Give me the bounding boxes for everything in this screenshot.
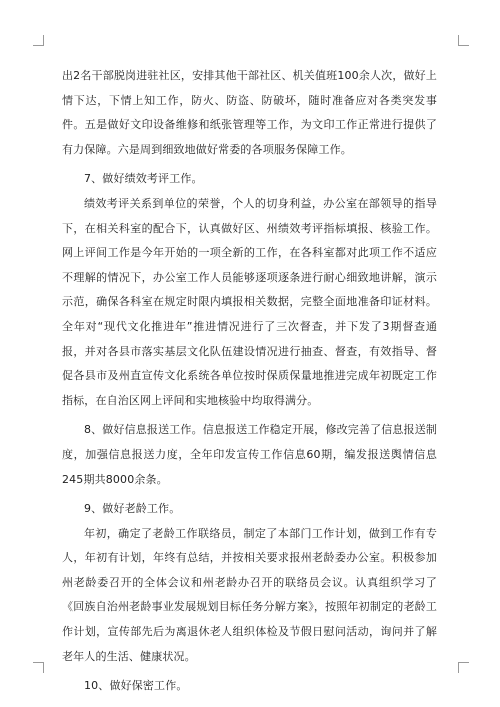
paragraph-elderly-work: 年初，确定了老龄工作联络员，制定了本部门工作计划，做到工作有专人，年初有计划，年终有总结，并按相关要求报州老龄委办公室。积极参加州老龄委召开的全体会议和州老龄办召开的联络员会议。认真组织学习了《回族自治州老龄事业发展规划目标任务分解方案》，按照年初制定的老龄工作计划，宣传部先后为离退休老人组织体检及节假日慰问活动，询问并了解老年人的生活、健康状况。 bbox=[62, 526, 437, 663]
document-body bbox=[62, 64, 437, 699]
crop-mark-top-right bbox=[458, 35, 469, 46]
section-heading-8: 8、做好信息报送工作。信息报送工作稳定开展，修改完善了信息报送制度，加强信息报送力度，全年印发宣传工作信息60期，编发报送舆情信息245期共8000余条。 bbox=[62, 423, 437, 486]
section-heading-9: 9、做好老龄工作。 bbox=[84, 502, 181, 516]
paragraph-performance-review: 绩效考评关系到单位的荣誉，个人的切身利益，办公室在部领导的指导下，在相关科室的配合下，认真做好区、州绩效考评指标填报、核验工作。网上评间工作是今年开始的一项全新的工作，在各科室都对此项工作不适应不理解的情况下，办公室工作人员能够逐项逐条进行耐心细致地讲解，演示示范，确保各科室在规定时限内填报相关数据，完整全面地准备印证材料。全年对“现代文化推进年”推进情况进行了三次督查，并下发了3期督查通报，并对各县市落实基层文化队伍建设情况进行抽查、督查，有效指导、督促各县市及州直宣传文化系统各单位按时保质保量地推进完成年初既定工作指标，在自治区网上评间和实地核验中均取得满分。 bbox=[62, 196, 437, 407]
section-heading-10: 10、做好保密工作。 bbox=[84, 679, 188, 693]
paragraph-continuation: 出2名干部脱岗进驻社区，安排其他干部社区、机关值班100余人次，做好上情下达，下情上知工作，防火、防盗、防破坏，随时准备应对各类突发事件。五是做好文印设备维修和纸张管理等工作，为文印工作正常进行提供了有力保障。六是周到细致地做好常委的各项服务保障工作。 bbox=[62, 69, 437, 156]
crop-mark-bottom-left bbox=[33, 662, 44, 673]
crop-mark-bottom-right bbox=[458, 662, 469, 673]
section-heading-7: 7、做好绩效考评工作。 bbox=[84, 172, 203, 186]
crop-mark-top-left bbox=[33, 35, 44, 46]
